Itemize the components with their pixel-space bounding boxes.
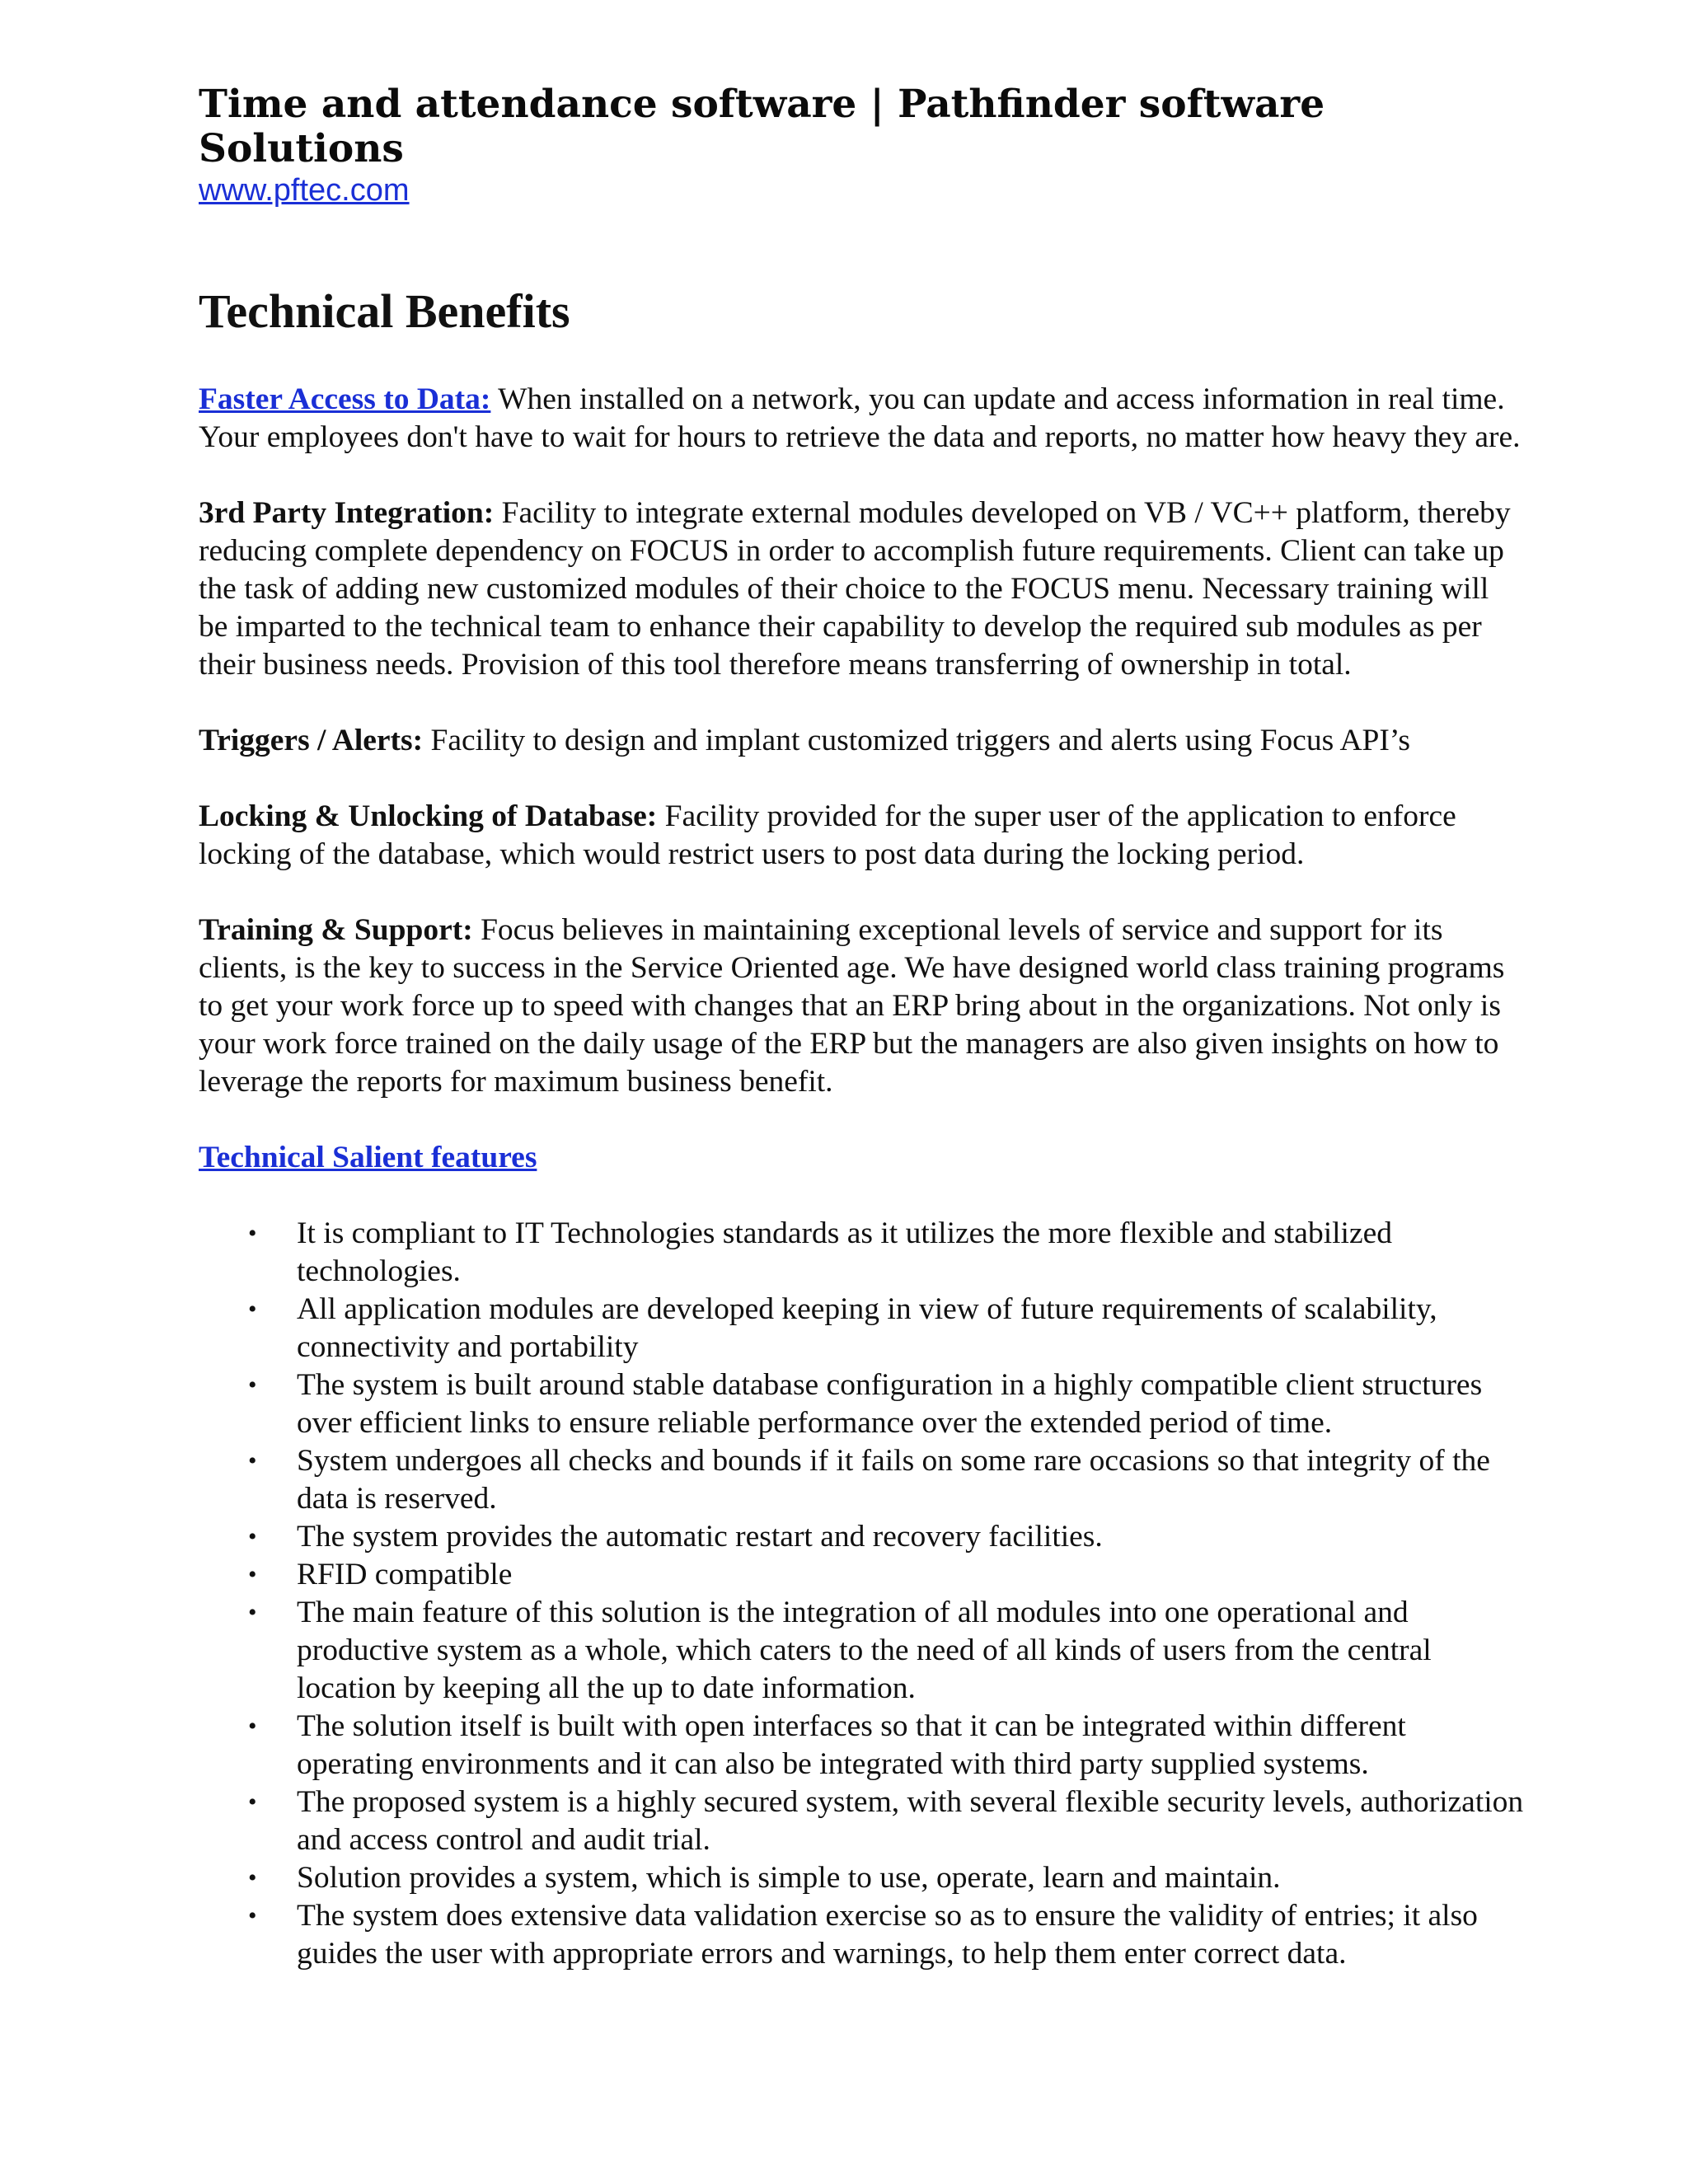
paragraph-locking <box>199 798 1526 874</box>
list-item <box>199 1783 1526 1859</box>
paragraph-lead: Triggers / Alerts: <box>199 723 424 757</box>
features-list <box>199 1215 1526 1973</box>
list-item-text: It is compliant to IT Technologies standards as it utilizes the more flexible and stabilized technologies. <box>297 1216 1392 1288</box>
list-item <box>199 1859 1526 1897</box>
list-item-text: The system does extensive data validation exercise so as to ensure the validity of entries; it also guides the user with appropriate errors and warnings, to help them enter correct data. <box>297 1898 1478 1971</box>
list-item-text: All application modules are developed keeping in view of future requirements of scalability, connectivity and portability <box>297 1291 1437 1364</box>
paragraph-training <box>199 912 1526 1101</box>
paragraph-lead: Locking & Unlocking of Database: <box>199 799 658 833</box>
paragraph-text: Facility to design and implant customized triggers and alerts using Focus API’s <box>423 723 1410 757</box>
list-item-text: The solution itself is built with open interfaces so that it can be integrated within different operating environments and it can also be integrated with third party supplied systems. <box>297 1708 1406 1781</box>
list-item <box>199 1556 1526 1594</box>
website-link[interactable]: www.pftec.com <box>199 173 410 209</box>
paragraph-text: Focus believes in maintaining exceptional levels of service and support for its clients, is the key to success in the Service Oriented age. We have designed world class training programs to get your work force up to speed with changes that an ERP bring about in the organizations. Not only is your work force trained on the daily usage of the ERP but the managers are also given insights on how to leverage the reports for maximum business benefit. <box>199 912 1505 1099</box>
salient-features-link[interactable]: Technical Salient features <box>199 1140 537 1174</box>
bullet-icon: • <box>248 1522 257 1550</box>
paragraph-text: When installed on a network, you can update and access information in real time. Your employees don't have to wait for hours to retrieve the data and reports, no matter how heavy they are. <box>199 382 1521 454</box>
list-item <box>199 1366 1526 1442</box>
list-item <box>199 1215 1526 1291</box>
list-item-text: The system provides the automatic restart and recovery facilities. <box>297 1519 1103 1554</box>
paragraph-triggers <box>199 722 1526 760</box>
paragraph-faster-access <box>199 381 1526 457</box>
list-item-text: The system is built around stable database configuration in a highly compatible client structures over efficient links to ensure reliable performance over the extended period of time. <box>297 1367 1483 1440</box>
paragraph-lead: Training & Support: <box>199 912 473 947</box>
list-item <box>199 1291 1526 1366</box>
list-item-text: System undergoes all checks and bounds if it fails on some rare occasions so that integrity of the data is reserved. <box>297 1443 1490 1516</box>
paragraph-text: Facility to integrate external modules developed on VB / VC++ platform, thereby reducing complete dependency on FOCUS in order to accomplish future requirements. Client can take up the task of adding new customized modules of their choice to the FOCUS menu. Necessary training will be imparted to the technical team to enhance their capability to develop the required sub modules as per their business needs. Provision of this tool therefore means transferring of ownership in total. <box>199 495 1511 682</box>
section-title: Technical Benefits <box>199 284 570 338</box>
list-item-text: The main feature of this solution is the integration of all modules into one operational and productive system as a whole, which caters to the need of all kinds of users from the central location by keeping all the up to date information. <box>297 1595 1432 1705</box>
paragraph-lead: 3rd Party Integration: <box>199 495 495 530</box>
paragraph-third-party <box>199 494 1526 684</box>
bullet-icon: • <box>248 1371 257 1399</box>
document-header-title: Time and attendance software | Pathfinder software Solutions <box>199 82 1325 172</box>
bullet-icon: • <box>248 1788 257 1816</box>
list-item <box>199 1518 1526 1556</box>
list-item <box>199 1708 1526 1783</box>
bullet-icon: • <box>248 1863 257 1891</box>
list-item <box>199 1442 1526 1518</box>
list-item <box>199 1897 1526 1973</box>
faster-access-link[interactable]: Faster Access to Data: <box>199 382 491 416</box>
bullet-icon: • <box>248 1901 257 1929</box>
bullet-icon: • <box>248 1295 257 1323</box>
bullet-icon: • <box>248 1560 257 1588</box>
bullet-icon: • <box>248 1446 257 1474</box>
bullet-icon: • <box>248 1219 257 1247</box>
bullet-icon: • <box>248 1598 257 1626</box>
list-item <box>199 1594 1526 1708</box>
document-page <box>199 82 1526 1973</box>
list-item-text: The proposed system is a highly secured system, with several flexible security levels, authorization and access control and audit trial. <box>297 1784 1524 1857</box>
list-item-text: Solution provides a system, which is simple to use, operate, learn and maintain. <box>297 1860 1281 1895</box>
bullet-icon: • <box>248 1712 257 1740</box>
list-item-text: RFID compatible <box>297 1557 513 1591</box>
paragraph-text: Facility provided for the super user of the application to enforce locking of the database, which would restrict users to post data during the locking period. <box>199 799 1456 871</box>
